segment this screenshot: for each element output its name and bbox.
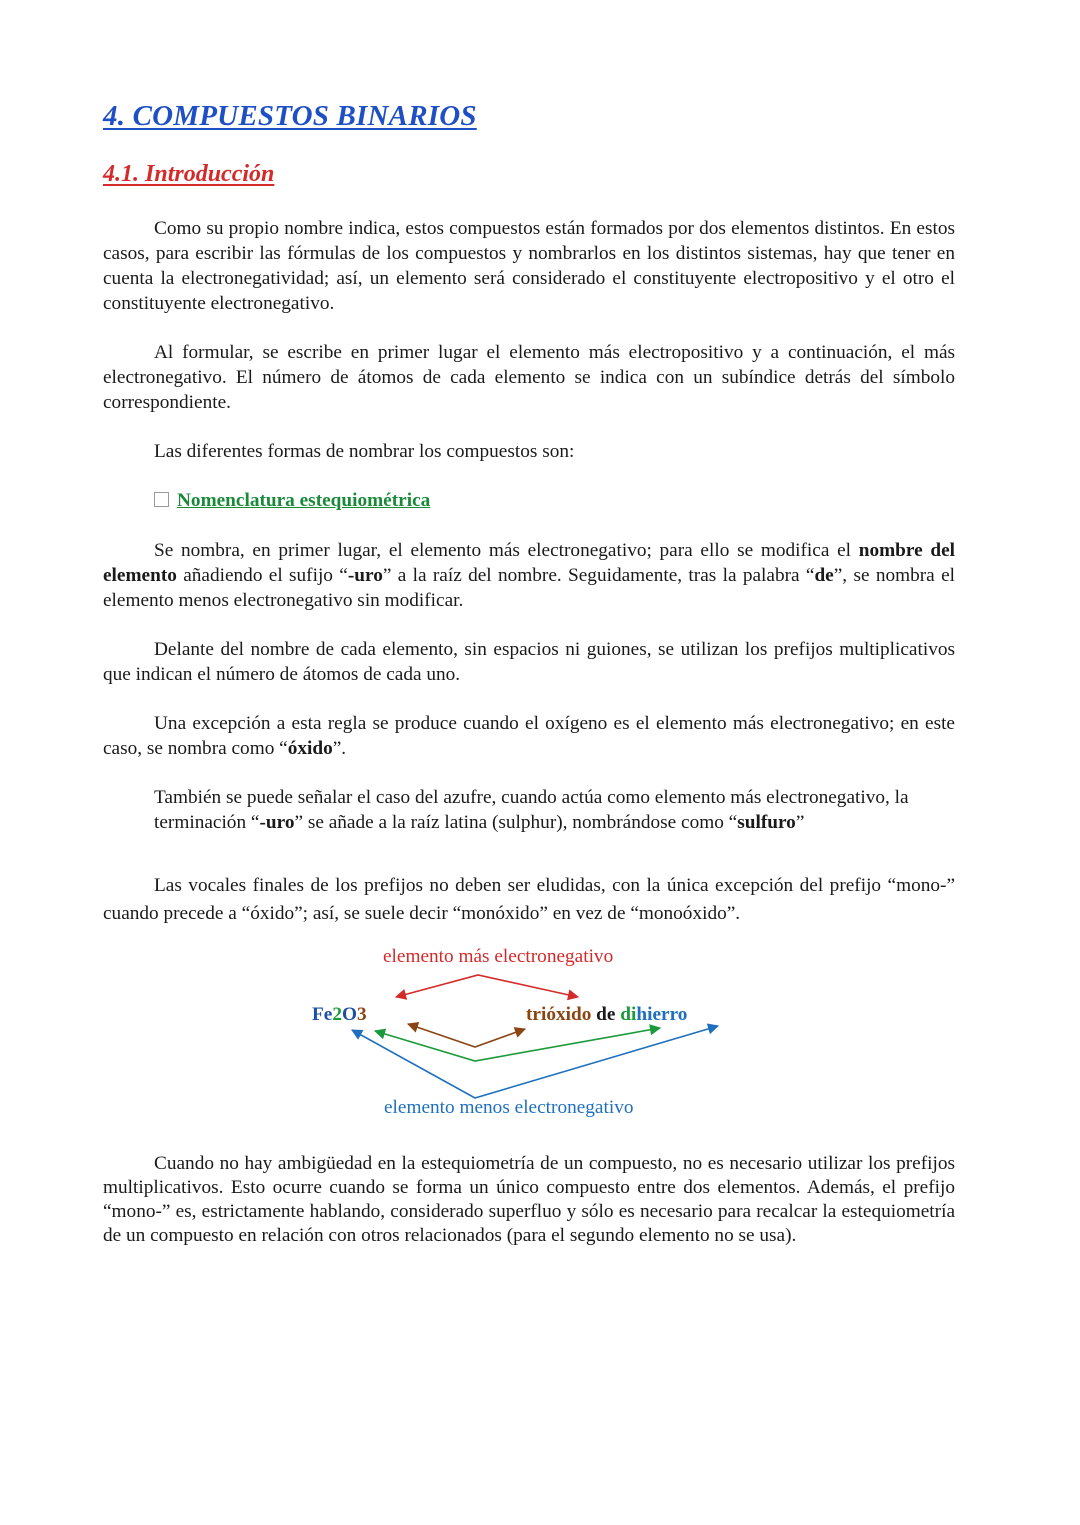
paragraph-naming-rule: Se nombra, en primer lugar, el elemento más electronegativo; para ello se modifica el nombre del elemento añadiendo el sufijo “-uro” a la raíz del nombre. Seguidamente, tras la palabra “de”, se nombra el elemento menos electronegativo sin modificar.	[103, 540, 955, 611]
arrow-blue	[352, 1026, 718, 1098]
arrow-red	[396, 975, 578, 997]
paragraph-oxide-exception: Una excepción a esta regla se produce cuando el oxígeno es el elemento más electronegativo; en este caso, se nombra como “óxido”.	[103, 713, 955, 759]
paragraph-intro: Como su propio nombre indica, estos compuestos están formados por dos elementos distintos. En estos casos, para escribir las fórmulas de los compuestos y nombrarlos en los distintos sistemas, hay que tener en cuenta la electronegatividad; así, un elemento será considerado el constituyente electropositivo y el otro el constituyente electronegativo.	[103, 218, 955, 314]
nomenclature-heading	[154, 488, 430, 513]
label-less-electronegative: elemento menos electronegativo	[384, 1097, 634, 1118]
paragraph-forms: Las diferentes formas de nombrar los compuestos son:	[154, 441, 575, 462]
paragraph-ambiguity: Cuando no hay ambigüedad en la estequiometría de un compuesto, no es necesario utilizar los prefijos multiplicativos. Esto ocurre cuando se forma un único compuesto entre dos elementos. Además, el prefijo “mono-” es, estrictamente hablando, considerado superfluo y sólo es necesario para recalcar la estequiometría de un compuesto en relación con otros relacionados (para el segundo elemento no se usa).	[103, 1153, 955, 1246]
arrow-green	[375, 1028, 660, 1061]
checkbox-icon	[154, 492, 169, 507]
formula-fe2o3: Fe2O3	[312, 1004, 367, 1025]
nomenclature-label: Nomenclatura estequiométrica	[177, 490, 431, 511]
paragraph-formulation: Al formular, se escribe en primer lugar el elemento más electropositivo y a continuación, el más electronegativo. El número de átomos de cada elemento se indica con un subíndice detrás del símbolo correspondiente.	[103, 342, 955, 413]
section-title: 4. COMPUESTOS BINARIOS	[103, 100, 477, 132]
compound-name: trióxido de dihierro	[526, 1004, 688, 1025]
paragraph-sulfur: También se puede señalar el caso del azufre, cuando actúa como elemento más electronegativo, la terminación “-uro” se añade a la raíz latina (sulphur), nombrándose como “sulfuro”	[154, 787, 909, 833]
paragraph-vowels: Las vocales finales de los prefijos no deben ser eludidas, con la única excepción del prefijo “mono-” cuando precede a “óxido”; así, se suele decir “monóxido” en vez de “monoóxido”.	[103, 875, 955, 924]
paragraph-prefixes: Delante del nombre de cada elemento, sin espacios ni guiones, se utilizan los prefijos multiplicativos que indican el número de átomos de cada uno.	[103, 639, 955, 685]
arrow-brown	[408, 1024, 525, 1047]
label-more-electronegative: elemento más electronegativo	[383, 946, 614, 967]
subsection-title: 4.1. Introducción	[103, 161, 275, 187]
